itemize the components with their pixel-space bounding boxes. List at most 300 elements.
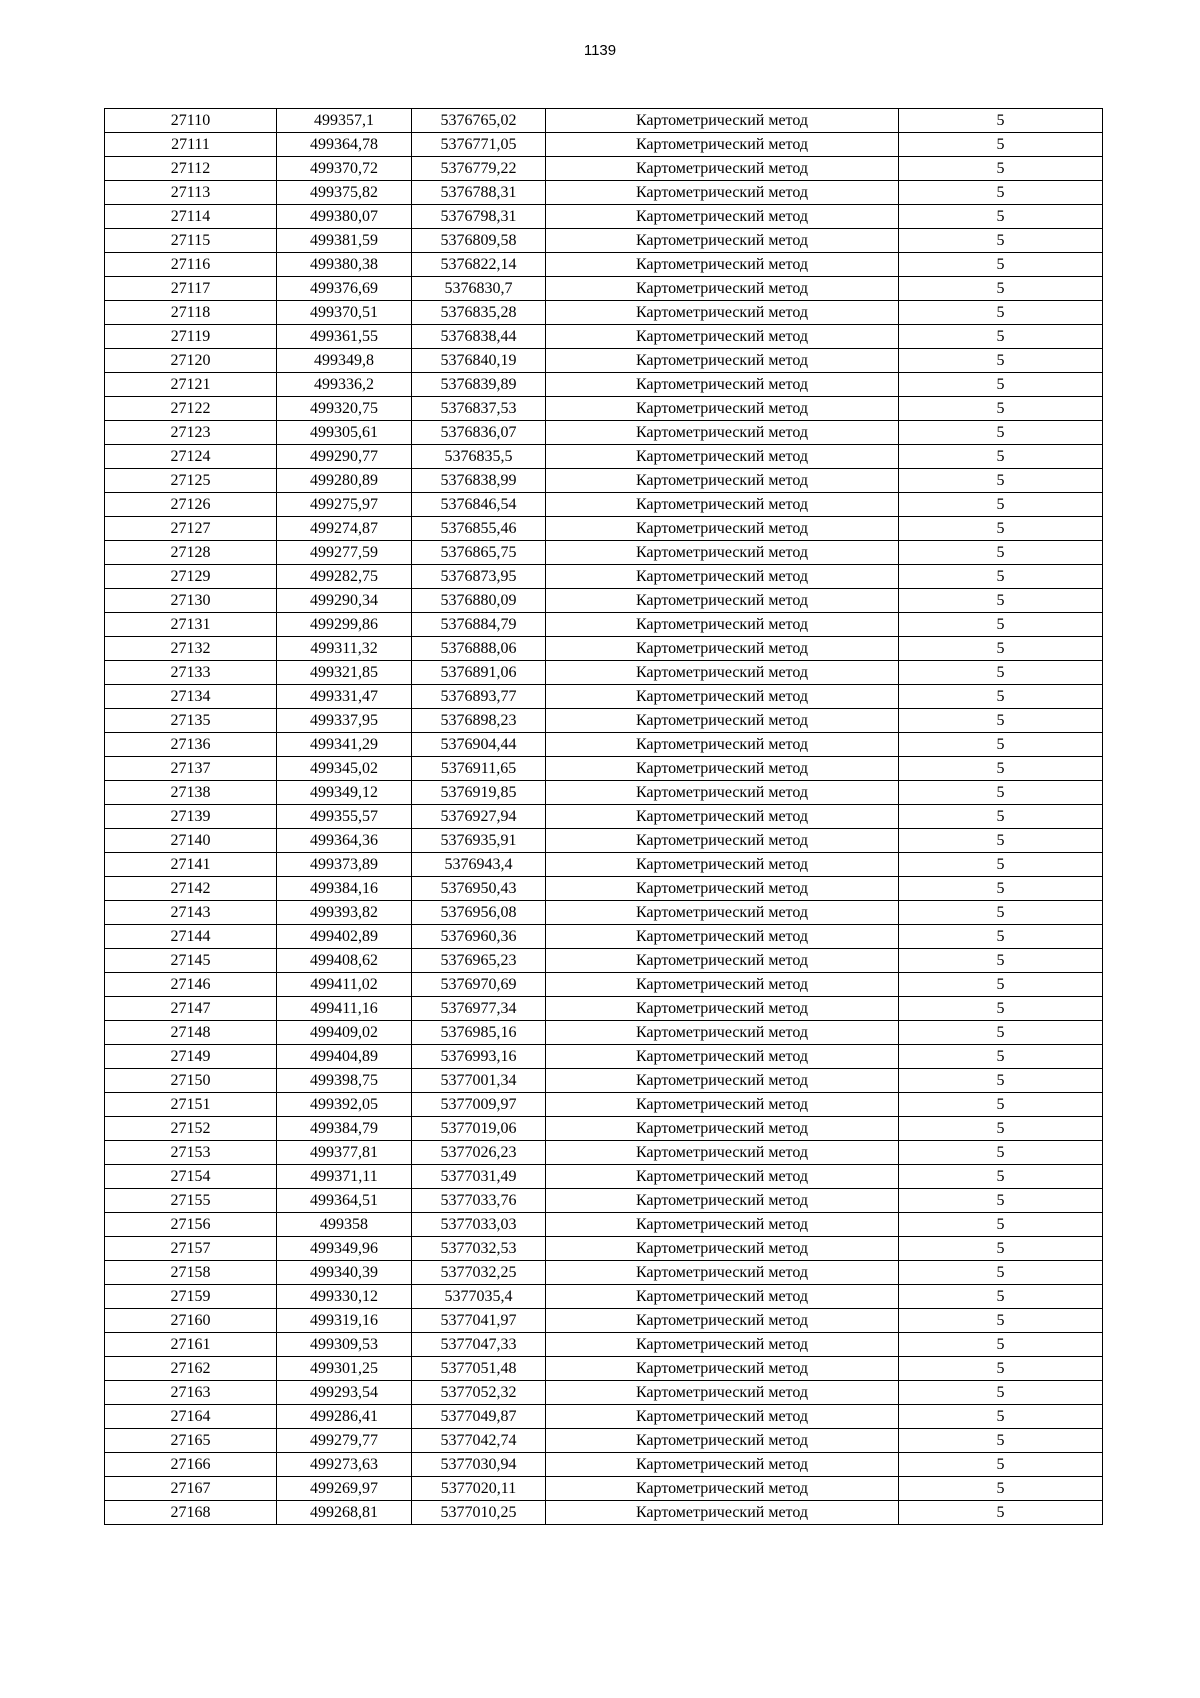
method-cell: Картометрический метод (546, 1357, 899, 1381)
point-number-cell: 27131 (105, 613, 277, 637)
point-number-cell: 27118 (105, 301, 277, 325)
point-number-cell: 27115 (105, 229, 277, 253)
method-cell: Картометрический метод (546, 1141, 899, 1165)
accuracy-cell: 5 (899, 445, 1103, 469)
accuracy-cell: 5 (899, 565, 1103, 589)
y-coordinate-cell: 5376919,85 (412, 781, 546, 805)
method-cell: Картометрический метод (546, 445, 899, 469)
x-coordinate-cell: 499320,75 (277, 397, 412, 421)
point-number-cell: 27138 (105, 781, 277, 805)
x-coordinate-cell: 499380,38 (277, 253, 412, 277)
accuracy-cell: 5 (899, 661, 1103, 685)
table-row (105, 1357, 1103, 1381)
accuracy-cell: 5 (899, 1405, 1103, 1429)
y-coordinate-cell: 5376911,65 (412, 757, 546, 781)
point-number-cell: 27127 (105, 517, 277, 541)
table-row (105, 1093, 1103, 1117)
accuracy-cell: 5 (899, 949, 1103, 973)
table-row (105, 397, 1103, 421)
y-coordinate-cell: 5376840,19 (412, 349, 546, 373)
table-row (105, 637, 1103, 661)
x-coordinate-cell: 499404,89 (277, 1045, 412, 1069)
point-number-cell: 27125 (105, 469, 277, 493)
accuracy-cell: 5 (899, 925, 1103, 949)
y-coordinate-cell: 5376865,75 (412, 541, 546, 565)
y-coordinate-cell: 5376838,44 (412, 325, 546, 349)
y-coordinate-cell: 5377020,11 (412, 1477, 546, 1501)
y-coordinate-cell: 5376884,79 (412, 613, 546, 637)
accuracy-cell: 5 (899, 1189, 1103, 1213)
coordinates-table (104, 108, 1103, 1525)
point-number-cell: 27126 (105, 493, 277, 517)
y-coordinate-cell: 5377041,97 (412, 1309, 546, 1333)
method-cell: Картометрический метод (546, 637, 899, 661)
accuracy-cell: 5 (899, 157, 1103, 181)
table-row (105, 829, 1103, 853)
point-number-cell: 27157 (105, 1237, 277, 1261)
method-cell: Картометрический метод (546, 925, 899, 949)
x-coordinate-cell: 499349,12 (277, 781, 412, 805)
point-number-cell: 27137 (105, 757, 277, 781)
table-row (105, 949, 1103, 973)
x-coordinate-cell: 499370,51 (277, 301, 412, 325)
table-row (105, 1141, 1103, 1165)
x-coordinate-cell: 499275,97 (277, 493, 412, 517)
x-coordinate-cell: 499341,29 (277, 733, 412, 757)
table-row (105, 877, 1103, 901)
table-row (105, 421, 1103, 445)
accuracy-cell: 5 (899, 1429, 1103, 1453)
accuracy-cell: 5 (899, 541, 1103, 565)
method-cell: Картометрический метод (546, 517, 899, 541)
y-coordinate-cell: 5376835,5 (412, 445, 546, 469)
x-coordinate-cell: 499384,79 (277, 1117, 412, 1141)
x-coordinate-cell: 499408,62 (277, 949, 412, 973)
table-row (105, 157, 1103, 181)
y-coordinate-cell: 5376838,99 (412, 469, 546, 493)
method-cell: Картометрический метод (546, 1189, 899, 1213)
point-number-cell: 27161 (105, 1333, 277, 1357)
table-row (105, 109, 1103, 133)
x-coordinate-cell: 499331,47 (277, 685, 412, 709)
y-coordinate-cell: 5376927,94 (412, 805, 546, 829)
point-number-cell: 27147 (105, 997, 277, 1021)
accuracy-cell: 5 (899, 277, 1103, 301)
x-coordinate-cell: 499280,89 (277, 469, 412, 493)
accuracy-cell: 5 (899, 133, 1103, 157)
accuracy-cell: 5 (899, 469, 1103, 493)
y-coordinate-cell: 5377033,76 (412, 1189, 546, 1213)
x-coordinate-cell: 499299,86 (277, 613, 412, 637)
point-number-cell: 27150 (105, 1069, 277, 1093)
point-number-cell: 27145 (105, 949, 277, 973)
y-coordinate-cell: 5376970,69 (412, 973, 546, 997)
method-cell: Картометрический метод (546, 1021, 899, 1045)
method-cell: Картометрический метод (546, 565, 899, 589)
table-row (105, 901, 1103, 925)
point-number-cell: 27121 (105, 373, 277, 397)
y-coordinate-cell: 5377035,4 (412, 1285, 546, 1309)
point-number-cell: 27165 (105, 1429, 277, 1453)
x-coordinate-cell: 499349,8 (277, 349, 412, 373)
x-coordinate-cell: 499375,82 (277, 181, 412, 205)
accuracy-cell: 5 (899, 997, 1103, 1021)
accuracy-cell: 5 (899, 589, 1103, 613)
table-row (105, 925, 1103, 949)
method-cell: Картометрический метод (546, 253, 899, 277)
method-cell: Картометрический метод (546, 589, 899, 613)
x-coordinate-cell: 499309,53 (277, 1333, 412, 1357)
x-coordinate-cell: 499381,59 (277, 229, 412, 253)
x-coordinate-cell: 499411,16 (277, 997, 412, 1021)
table-row (105, 709, 1103, 733)
point-number-cell: 27122 (105, 397, 277, 421)
y-coordinate-cell: 5376771,05 (412, 133, 546, 157)
x-coordinate-cell: 499377,81 (277, 1141, 412, 1165)
table-row (105, 1237, 1103, 1261)
y-coordinate-cell: 5376880,09 (412, 589, 546, 613)
accuracy-cell: 5 (899, 1093, 1103, 1117)
y-coordinate-cell: 5376891,06 (412, 661, 546, 685)
point-number-cell: 27142 (105, 877, 277, 901)
accuracy-cell: 5 (899, 1477, 1103, 1501)
method-cell: Картометрический метод (546, 133, 899, 157)
method-cell: Картометрический метод (546, 493, 899, 517)
method-cell: Картометрический метод (546, 901, 899, 925)
accuracy-cell: 5 (899, 757, 1103, 781)
y-coordinate-cell: 5377033,03 (412, 1213, 546, 1237)
x-coordinate-cell: 499364,36 (277, 829, 412, 853)
accuracy-cell: 5 (899, 493, 1103, 517)
method-cell: Картометрический метод (546, 709, 899, 733)
y-coordinate-cell: 5377047,33 (412, 1333, 546, 1357)
point-number-cell: 27166 (105, 1453, 277, 1477)
method-cell: Картометрический метод (546, 349, 899, 373)
y-coordinate-cell: 5377052,32 (412, 1381, 546, 1405)
point-number-cell: 27149 (105, 1045, 277, 1069)
accuracy-cell: 5 (899, 1021, 1103, 1045)
y-coordinate-cell: 5376846,54 (412, 493, 546, 517)
method-cell: Картометрический метод (546, 181, 899, 205)
point-number-cell: 27111 (105, 133, 277, 157)
x-coordinate-cell: 499279,77 (277, 1429, 412, 1453)
point-number-cell: 27117 (105, 277, 277, 301)
point-number-cell: 27151 (105, 1093, 277, 1117)
method-cell: Картометрический метод (546, 757, 899, 781)
accuracy-cell: 5 (899, 421, 1103, 445)
table-row (105, 517, 1103, 541)
x-coordinate-cell: 499293,54 (277, 1381, 412, 1405)
y-coordinate-cell: 5377051,48 (412, 1357, 546, 1381)
x-coordinate-cell: 499358 (277, 1213, 412, 1237)
method-cell: Картометрический метод (546, 1333, 899, 1357)
y-coordinate-cell: 5377049,87 (412, 1405, 546, 1429)
method-cell: Картометрический метод (546, 1093, 899, 1117)
accuracy-cell: 5 (899, 685, 1103, 709)
y-coordinate-cell: 5376830,7 (412, 277, 546, 301)
method-cell: Картометрический метод (546, 325, 899, 349)
method-cell: Картометрический метод (546, 949, 899, 973)
method-cell: Картометрический метод (546, 997, 899, 1021)
y-coordinate-cell: 5377030,94 (412, 1453, 546, 1477)
table-row (105, 1501, 1103, 1525)
y-coordinate-cell: 5376888,06 (412, 637, 546, 661)
y-coordinate-cell: 5376965,23 (412, 949, 546, 973)
y-coordinate-cell: 5376977,34 (412, 997, 546, 1021)
method-cell: Картометрический метод (546, 541, 899, 565)
y-coordinate-cell: 5376788,31 (412, 181, 546, 205)
method-cell: Картометрический метод (546, 205, 899, 229)
table-row (105, 1381, 1103, 1405)
x-coordinate-cell: 499337,95 (277, 709, 412, 733)
table-row (105, 1453, 1103, 1477)
x-coordinate-cell: 499268,81 (277, 1501, 412, 1525)
x-coordinate-cell: 499290,77 (277, 445, 412, 469)
x-coordinate-cell: 499373,89 (277, 853, 412, 877)
accuracy-cell: 5 (899, 901, 1103, 925)
table-row (105, 733, 1103, 757)
x-coordinate-cell: 499301,25 (277, 1357, 412, 1381)
y-coordinate-cell: 5376960,36 (412, 925, 546, 949)
point-number-cell: 27139 (105, 805, 277, 829)
accuracy-cell: 5 (899, 853, 1103, 877)
y-coordinate-cell: 5376765,02 (412, 109, 546, 133)
point-number-cell: 27116 (105, 253, 277, 277)
table-row (105, 565, 1103, 589)
method-cell: Картометрический метод (546, 781, 899, 805)
accuracy-cell: 5 (899, 877, 1103, 901)
point-number-cell: 27114 (105, 205, 277, 229)
table-row (105, 685, 1103, 709)
method-cell: Картометрический метод (546, 1165, 899, 1189)
accuracy-cell: 5 (899, 373, 1103, 397)
x-coordinate-cell: 499311,32 (277, 637, 412, 661)
point-number-cell: 27156 (105, 1213, 277, 1237)
x-coordinate-cell: 499336,2 (277, 373, 412, 397)
x-coordinate-cell: 499273,63 (277, 1453, 412, 1477)
table-row (105, 853, 1103, 877)
table-row (105, 1477, 1103, 1501)
accuracy-cell: 5 (899, 253, 1103, 277)
table-row (105, 661, 1103, 685)
point-number-cell: 27128 (105, 541, 277, 565)
point-number-cell: 27119 (105, 325, 277, 349)
y-coordinate-cell: 5376898,23 (412, 709, 546, 733)
method-cell: Картометрический метод (546, 1069, 899, 1093)
y-coordinate-cell: 5376809,58 (412, 229, 546, 253)
y-coordinate-cell: 5376836,07 (412, 421, 546, 445)
table-row (105, 1045, 1103, 1069)
x-coordinate-cell: 499340,39 (277, 1261, 412, 1285)
accuracy-cell: 5 (899, 637, 1103, 661)
y-coordinate-cell: 5377026,23 (412, 1141, 546, 1165)
x-coordinate-cell: 499380,07 (277, 205, 412, 229)
accuracy-cell: 5 (899, 1213, 1103, 1237)
table-row (105, 133, 1103, 157)
table-row (105, 469, 1103, 493)
method-cell: Картометрический метод (546, 1045, 899, 1069)
y-coordinate-cell: 5376779,22 (412, 157, 546, 181)
x-coordinate-cell: 499349,96 (277, 1237, 412, 1261)
table-row (105, 1333, 1103, 1357)
accuracy-cell: 5 (899, 805, 1103, 829)
x-coordinate-cell: 499361,55 (277, 325, 412, 349)
x-coordinate-cell: 499274,87 (277, 517, 412, 541)
x-coordinate-cell: 499321,85 (277, 661, 412, 685)
method-cell: Картометрический метод (546, 1429, 899, 1453)
point-number-cell: 27153 (105, 1141, 277, 1165)
method-cell: Картометрический метод (546, 805, 899, 829)
accuracy-cell: 5 (899, 1141, 1103, 1165)
point-number-cell: 27162 (105, 1357, 277, 1381)
x-coordinate-cell: 499286,41 (277, 1405, 412, 1429)
point-number-cell: 27112 (105, 157, 277, 181)
accuracy-cell: 5 (899, 1309, 1103, 1333)
y-coordinate-cell: 5376985,16 (412, 1021, 546, 1045)
point-number-cell: 27129 (105, 565, 277, 589)
x-coordinate-cell: 499282,75 (277, 565, 412, 589)
table-row (105, 1309, 1103, 1333)
table-row (105, 1165, 1103, 1189)
point-number-cell: 27155 (105, 1189, 277, 1213)
method-cell: Картометрический метод (546, 661, 899, 685)
x-coordinate-cell: 499364,51 (277, 1189, 412, 1213)
table-row (105, 445, 1103, 469)
y-coordinate-cell: 5376798,31 (412, 205, 546, 229)
x-coordinate-cell: 499398,75 (277, 1069, 412, 1093)
method-cell: Картометрический метод (546, 1213, 899, 1237)
accuracy-cell: 5 (899, 205, 1103, 229)
table-row (105, 325, 1103, 349)
method-cell: Картометрический метод (546, 829, 899, 853)
y-coordinate-cell: 5376835,28 (412, 301, 546, 325)
point-number-cell: 27146 (105, 973, 277, 997)
x-coordinate-cell: 499319,16 (277, 1309, 412, 1333)
point-number-cell: 27141 (105, 853, 277, 877)
method-cell: Картометрический метод (546, 1309, 899, 1333)
method-cell: Картометрический метод (546, 1501, 899, 1525)
table-row (105, 229, 1103, 253)
y-coordinate-cell: 5376950,43 (412, 877, 546, 901)
x-coordinate-cell: 499305,61 (277, 421, 412, 445)
point-number-cell: 27113 (105, 181, 277, 205)
method-cell: Картометрический метод (546, 877, 899, 901)
accuracy-cell: 5 (899, 733, 1103, 757)
y-coordinate-cell: 5376904,44 (412, 733, 546, 757)
table-row (105, 613, 1103, 637)
table-row (105, 181, 1103, 205)
method-cell: Картометрический метод (546, 1285, 899, 1309)
method-cell: Картометрический метод (546, 1261, 899, 1285)
y-coordinate-cell: 5376855,46 (412, 517, 546, 541)
point-number-cell: 27164 (105, 1405, 277, 1429)
x-coordinate-cell: 499402,89 (277, 925, 412, 949)
point-number-cell: 27152 (105, 1117, 277, 1141)
x-coordinate-cell: 499345,02 (277, 757, 412, 781)
x-coordinate-cell: 499409,02 (277, 1021, 412, 1045)
method-cell: Картометрический метод (546, 613, 899, 637)
x-coordinate-cell: 499277,59 (277, 541, 412, 565)
point-number-cell: 27130 (105, 589, 277, 613)
table-row (105, 349, 1103, 373)
point-number-cell: 27143 (105, 901, 277, 925)
accuracy-cell: 5 (899, 613, 1103, 637)
method-cell: Картометрический метод (546, 301, 899, 325)
accuracy-cell: 5 (899, 349, 1103, 373)
y-coordinate-cell: 5377031,49 (412, 1165, 546, 1189)
accuracy-cell: 5 (899, 781, 1103, 805)
table-row (105, 757, 1103, 781)
accuracy-cell: 5 (899, 1045, 1103, 1069)
point-number-cell: 27134 (105, 685, 277, 709)
y-coordinate-cell: 5376993,16 (412, 1045, 546, 1069)
x-coordinate-cell: 499376,69 (277, 277, 412, 301)
y-coordinate-cell: 5377009,97 (412, 1093, 546, 1117)
table-row (105, 805, 1103, 829)
x-coordinate-cell: 499384,16 (277, 877, 412, 901)
x-coordinate-cell: 499290,34 (277, 589, 412, 613)
point-number-cell: 27144 (105, 925, 277, 949)
method-cell: Картометрический метод (546, 373, 899, 397)
point-number-cell: 27132 (105, 637, 277, 661)
page-number: 1139 (583, 42, 617, 59)
accuracy-cell: 5 (899, 109, 1103, 133)
x-coordinate-cell: 499411,02 (277, 973, 412, 997)
method-cell: Картометрический метод (546, 1381, 899, 1405)
accuracy-cell: 5 (899, 973, 1103, 997)
x-coordinate-cell: 499392,05 (277, 1093, 412, 1117)
accuracy-cell: 5 (899, 397, 1103, 421)
accuracy-cell: 5 (899, 1069, 1103, 1093)
accuracy-cell: 5 (899, 1237, 1103, 1261)
table-row (105, 1285, 1103, 1309)
x-coordinate-cell: 499269,97 (277, 1477, 412, 1501)
point-number-cell: 27135 (105, 709, 277, 733)
point-number-cell: 27160 (105, 1309, 277, 1333)
accuracy-cell: 5 (899, 229, 1103, 253)
method-cell: Картометрический метод (546, 469, 899, 493)
x-coordinate-cell: 499330,12 (277, 1285, 412, 1309)
y-coordinate-cell: 5376943,4 (412, 853, 546, 877)
table-row (105, 1021, 1103, 1045)
method-cell: Картометрический метод (546, 1453, 899, 1477)
accuracy-cell: 5 (899, 1501, 1103, 1525)
table-row (105, 1213, 1103, 1237)
table-row (105, 277, 1103, 301)
accuracy-cell: 5 (899, 709, 1103, 733)
point-number-cell: 27136 (105, 733, 277, 757)
table-row (105, 253, 1103, 277)
method-cell: Картометрический метод (546, 109, 899, 133)
method-cell: Картометрический метод (546, 1117, 899, 1141)
y-coordinate-cell: 5376837,53 (412, 397, 546, 421)
y-coordinate-cell: 5376822,14 (412, 253, 546, 277)
table-row (105, 205, 1103, 229)
accuracy-cell: 5 (899, 181, 1103, 205)
table-row (105, 541, 1103, 565)
y-coordinate-cell: 5376935,91 (412, 829, 546, 853)
point-number-cell: 27158 (105, 1261, 277, 1285)
method-cell: Картометрический метод (546, 1237, 899, 1261)
y-coordinate-cell: 5376956,08 (412, 901, 546, 925)
point-number-cell: 27123 (105, 421, 277, 445)
coordinates-table-body (105, 109, 1103, 1525)
accuracy-cell: 5 (899, 1453, 1103, 1477)
table-row (105, 1069, 1103, 1093)
point-number-cell: 27133 (105, 661, 277, 685)
point-number-cell: 27154 (105, 1165, 277, 1189)
point-number-cell: 27167 (105, 1477, 277, 1501)
